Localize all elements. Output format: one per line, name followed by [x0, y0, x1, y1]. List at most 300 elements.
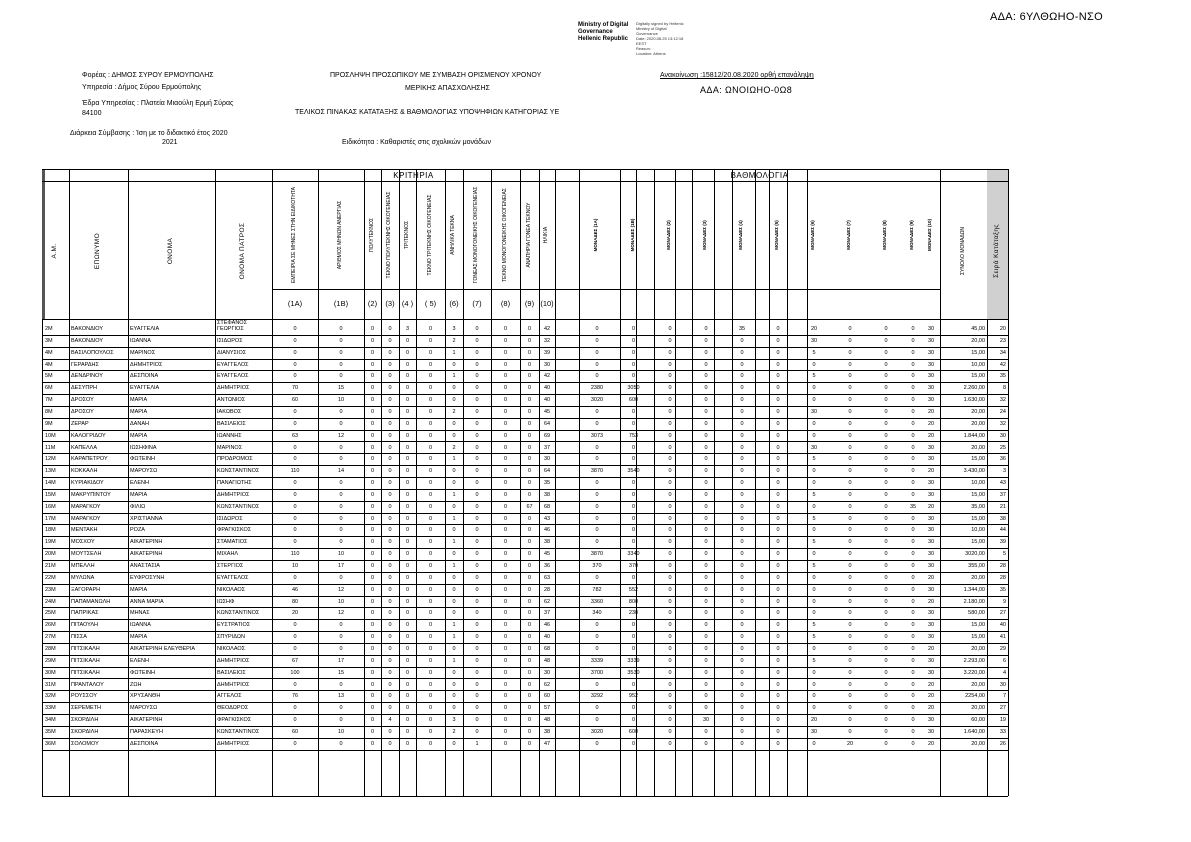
- table-cell: ΠΙΤΣΙΚΑΛΗ: [71, 669, 100, 676]
- table-cell: 60: [291, 397, 299, 404]
- table-cell: 0: [293, 705, 297, 712]
- table-cell: 5: [812, 539, 816, 546]
- table-cell: ΦΡΑΓΚΙΣΚΟΣ: [217, 527, 252, 534]
- table-cell: 4Μ: [45, 349, 53, 356]
- table-cell: ΙΑΚΩΒΟΣ: [217, 408, 242, 415]
- table-cell: 0: [527, 515, 532, 522]
- table-cell: 8: [1002, 385, 1006, 392]
- table-cell: 20Μ: [45, 551, 56, 558]
- table-cell: ΝΙΚΟΛΑΟΣ: [217, 645, 246, 652]
- table-cell: 800: [628, 598, 639, 605]
- crit-number: (4 ): [401, 299, 414, 308]
- table-row: [42, 596, 1008, 608]
- table-cell: 0: [776, 657, 780, 664]
- table-cell: 33Μ: [45, 705, 56, 712]
- table-cell: 8Μ: [45, 408, 53, 415]
- table-cell: 0: [884, 420, 888, 427]
- table-cell: 0: [475, 444, 479, 451]
- table-cell: 0: [503, 598, 508, 605]
- table-cell: 0: [428, 503, 433, 510]
- table-row: [42, 477, 1008, 489]
- table-cell: 36: [999, 456, 1006, 463]
- table-cell: 0: [911, 622, 915, 629]
- table-cell: 30: [543, 669, 551, 676]
- table-cell: 0: [503, 480, 508, 487]
- table-cell: 0: [776, 361, 780, 368]
- table-cell: 0: [293, 480, 297, 487]
- table-cell: 0: [527, 326, 532, 332]
- table-cell: 0: [848, 539, 852, 546]
- table-cell: 15,00: [971, 349, 985, 356]
- row-line: [42, 750, 1008, 751]
- table-cell: 110: [290, 551, 300, 558]
- table-cell: 30: [927, 456, 935, 463]
- table-cell: 14Μ: [45, 480, 56, 487]
- table-cell: 0: [595, 503, 599, 510]
- table-cell: 0: [704, 385, 708, 392]
- table-cell: 1: [452, 456, 456, 463]
- table-cell: 0: [339, 491, 343, 498]
- crit-number: (9): [524, 299, 535, 308]
- table-cell: ΣΤΕΡΓΙΟΣ: [217, 563, 244, 569]
- table-cell: ΕΥΣΤΡΑΤΙΟΣ: [217, 622, 251, 629]
- table-cell: 0: [339, 705, 343, 712]
- table-cell: 0: [704, 432, 708, 439]
- table-cell: 20,00: [971, 740, 985, 747]
- table-cell: ΚΩΝΣΤΑΝΤΙΝΟΣ: [217, 468, 260, 475]
- table-cell: ΔΕΣΥΠΡΗ: [71, 385, 98, 392]
- table-cell: 0: [595, 373, 599, 380]
- table-cell: 0: [405, 610, 410, 617]
- table-cell: 0: [704, 326, 708, 332]
- table-cell: 0: [911, 432, 915, 439]
- table-cell: 0: [370, 361, 375, 368]
- table-cell: 0: [527, 551, 532, 558]
- table-cell: 0: [704, 539, 708, 546]
- table-cell: 9Μ: [45, 420, 53, 427]
- table-cell: 0: [428, 527, 433, 534]
- table-row: [42, 536, 1008, 548]
- table-cell: 0: [339, 574, 343, 581]
- table-cell: 46: [543, 527, 551, 534]
- table-cell: 30: [927, 385, 935, 392]
- table-cell: 0: [339, 740, 343, 747]
- table-row: [42, 442, 1008, 454]
- table-cell: 0: [812, 586, 816, 593]
- table-cell: 0: [370, 551, 375, 558]
- table-cell: 3.430,00: [963, 468, 985, 475]
- table-cell: 20,00: [971, 337, 985, 344]
- table-cell: 20: [927, 408, 935, 415]
- table-cell: 4: [1002, 669, 1006, 676]
- table-cell: 23Μ: [45, 586, 56, 593]
- table-cell: 26Μ: [45, 622, 56, 629]
- table-hline: [42, 169, 1008, 170]
- table-row: [42, 320, 1008, 335]
- table-cell: ΒΑΣΙΛΟΠΟΥΛΟΣ: [71, 349, 114, 356]
- table-cell: ΜΗΝΑΣ: [130, 610, 150, 617]
- table-cell: 0: [475, 622, 479, 629]
- table-cell: 46: [543, 622, 551, 629]
- table-cell: 0: [370, 681, 375, 688]
- table-cell: 0: [475, 634, 479, 641]
- table-cell: 0: [884, 693, 888, 700]
- table-cell: 0: [776, 634, 780, 641]
- table-cell: 0: [527, 361, 532, 368]
- table-cell: 0: [293, 740, 297, 747]
- table-cell: 38: [543, 539, 551, 546]
- table-cell: ΜΑΡΙΑ: [130, 586, 148, 593]
- table-cell: 63: [291, 432, 299, 439]
- group-vathmologia: ΒΑΘΜΟΛΟΓΙΑ: [730, 171, 789, 180]
- crit-header: ΑΝΗΛΙΚΑ ΤΕΚΝΑ: [450, 215, 456, 255]
- table-cell: 0: [704, 480, 708, 487]
- table-cell: 0: [668, 491, 672, 498]
- table-cell: 0: [527, 420, 532, 427]
- table-cell: 0: [388, 515, 392, 522]
- table-cell: 20,00: [971, 408, 985, 415]
- table-cell: 0: [704, 610, 708, 617]
- table-cell: 0: [740, 539, 744, 546]
- table-cell: 0: [812, 669, 816, 676]
- table-cell: 0: [776, 551, 780, 558]
- table-cell: 7: [1002, 693, 1006, 700]
- table-cell: 5: [812, 349, 816, 356]
- table-cell: ΚΑΛΟΓΡΙΔΟΥ: [71, 432, 106, 439]
- table-cell: 0: [475, 527, 479, 534]
- table-cell: 0: [293, 717, 297, 724]
- table-cell: ΜΟΣΧΟΥ: [71, 539, 95, 546]
- table-cell: 0: [740, 645, 744, 652]
- table-cell: 0: [740, 728, 744, 735]
- table-cell: 0: [884, 337, 888, 344]
- table-cell: 0: [740, 337, 744, 344]
- table-cell: 10Μ: [45, 432, 56, 439]
- table-cell: 0: [503, 515, 508, 522]
- table-cell: 0: [911, 645, 915, 652]
- table-cell: 0: [405, 503, 410, 510]
- table-cell: 0: [428, 373, 433, 380]
- table-cell: ΒΑΚΟΝΔΙΟΥ: [71, 326, 104, 332]
- table-cell: 0: [848, 420, 852, 427]
- table-cell: 0: [884, 444, 888, 451]
- table-cell: 0: [812, 503, 816, 510]
- table-cell: 0: [812, 527, 816, 534]
- table-cell: 0: [740, 456, 744, 463]
- table-cell: ΚΟΚΚΑΛΗ: [71, 468, 98, 475]
- table-cell: 5Μ: [45, 373, 53, 380]
- table-cell: 0: [293, 491, 297, 498]
- table-cell: 0: [428, 456, 433, 463]
- table-cell: 0: [776, 622, 780, 629]
- crit-header: ΤΕΚΝΟ ΠΟΛΥΤΕΚΝΗΣ ΟΙΚΟΓΕΝΕΙΑΣ: [386, 191, 392, 279]
- table-cell: 20,00: [971, 574, 985, 581]
- table-cell: 0: [388, 740, 392, 747]
- table-cell: 0: [812, 480, 816, 487]
- table-cell: 0: [631, 740, 636, 747]
- table-cell: 0: [452, 420, 456, 427]
- table-cell: 1: [452, 539, 456, 546]
- table-cell: 20: [927, 681, 935, 688]
- table-cell: ΜΑΡΟΥΣΩ: [130, 705, 158, 712]
- table-cell: 0: [848, 669, 852, 676]
- table-cell: 0: [668, 397, 672, 404]
- table-cell: 0: [884, 669, 888, 676]
- table-cell: 0: [668, 634, 672, 641]
- table-cell: 10: [337, 397, 345, 404]
- table-row: [42, 513, 1008, 525]
- table-cell: 1: [452, 491, 456, 498]
- table-cell: 0: [452, 527, 456, 534]
- table-cell: 40: [543, 397, 551, 404]
- table-cell: ΜΑΡΙΑ: [130, 397, 148, 404]
- table-hline: [272, 289, 555, 290]
- table-cell: 0: [293, 408, 297, 415]
- table-cell: 35: [999, 373, 1006, 380]
- table-cell: 20: [846, 740, 854, 747]
- table-cell: 0: [503, 669, 508, 676]
- table-cell: 0: [428, 728, 433, 735]
- signature-meta-line: EEST: [636, 41, 647, 46]
- table-cell: 0: [293, 527, 297, 534]
- table-cell: 0: [452, 705, 456, 712]
- table-cell: 15,00: [971, 456, 985, 463]
- table-cell: 3339: [627, 657, 640, 664]
- table-cell: 2: [452, 337, 456, 344]
- table-cell: 0: [405, 539, 410, 546]
- table-cell: 0: [704, 349, 708, 356]
- table-cell: 0: [428, 574, 433, 581]
- crit-number: (7): [472, 299, 482, 308]
- table-cell: 30: [927, 563, 935, 569]
- table-row: [42, 607, 1008, 619]
- table-cell: 0: [475, 657, 479, 664]
- table-cell: 0: [776, 693, 780, 700]
- table-cell: 0: [911, 491, 915, 498]
- table-cell: 30: [927, 634, 935, 641]
- table-cell: 2: [452, 408, 456, 415]
- table-cell: 45: [543, 551, 551, 558]
- table-cell: 0: [776, 645, 780, 652]
- table-cell: 0: [405, 456, 410, 463]
- header-proslipsi: ΠΡΟΣΛΗΨΗ ΠΡΟΣΩΠΙΚΟΥ ΜΕ ΣΥΜΒΑΣΗ ΟΡΙΣΜΕΝΟΥ ΧΡΟΝΟΥ: [330, 72, 542, 79]
- table-cell: 0: [884, 681, 888, 688]
- table-cell: 0: [848, 657, 852, 664]
- table-cell: 0: [339, 681, 343, 688]
- table-cell: 0: [475, 397, 479, 404]
- table-cell: 5: [812, 634, 816, 641]
- table-cell: 0: [704, 361, 708, 368]
- table-cell: 0: [475, 586, 479, 593]
- table-cell: 0: [339, 527, 343, 534]
- table-cell: 34Μ: [45, 717, 56, 724]
- table-cell: 0: [884, 408, 888, 415]
- table-cell: 0: [668, 740, 672, 747]
- table-cell: 0: [339, 515, 343, 522]
- table-cell: 0: [911, 373, 915, 380]
- table-row: [42, 335, 1008, 347]
- table-cell: 0: [704, 705, 708, 712]
- table-cell: 0: [704, 681, 708, 688]
- table-cell: 0: [668, 598, 672, 605]
- table-cell: ΠΡΑΝΤΑΛΟΥ: [71, 681, 104, 688]
- table-cell: 30: [927, 669, 935, 676]
- score-header: ΜΟΝΑΔΕΣ (2): [666, 220, 671, 250]
- table-cell: 0: [293, 420, 297, 427]
- table-cell: 39: [543, 349, 551, 356]
- table-cell: 0: [668, 586, 672, 593]
- table-cell: 0: [503, 645, 508, 652]
- table-cell: 0: [595, 515, 599, 522]
- table-cell: ΣΤΑΜΑΤΙΟΣ: [217, 539, 248, 546]
- table-cell: 12Μ: [45, 456, 56, 463]
- table-cell: 0: [475, 563, 479, 569]
- table-cell: 0: [595, 337, 599, 344]
- table-cell: 0: [812, 468, 816, 475]
- table-cell: 0: [370, 586, 375, 593]
- table-cell: 0: [370, 408, 375, 415]
- table-cell: 0: [428, 491, 433, 498]
- table-cell: ΜΑΡΙΑ: [130, 634, 148, 641]
- table-cell: 0: [527, 598, 532, 605]
- table-cell: 0: [475, 574, 479, 581]
- table-cell: 0: [776, 586, 780, 593]
- table-vline: [1008, 169, 1009, 796]
- table-cell: 0: [388, 705, 392, 712]
- table-row: [42, 406, 1008, 418]
- table-cell: 19: [999, 717, 1006, 724]
- table-cell: 17: [337, 657, 345, 664]
- table-cell: 0: [370, 432, 375, 439]
- table-cell: 0: [595, 645, 599, 652]
- table-cell: 0: [776, 373, 780, 380]
- table-cell: 25: [999, 444, 1006, 451]
- table-cell: 0: [370, 527, 375, 534]
- table-cell: 29: [999, 645, 1006, 652]
- table-cell: 0: [452, 361, 456, 368]
- table-cell: 0: [668, 622, 672, 629]
- table-row: [42, 679, 1008, 691]
- crit-header: ΠΟΛΥΤΕΚΝΟΣ: [368, 217, 375, 253]
- table-cell: ΚΥΡΙΑΚΙΔΟΥ: [71, 480, 104, 487]
- table-cell: 0: [884, 598, 888, 605]
- table-cell: 0: [452, 468, 456, 475]
- table-cell: 0: [503, 527, 508, 534]
- table-cell: 0: [848, 468, 852, 475]
- table-cell: 3020,00: [965, 551, 985, 558]
- table-cell: ΜΑΡΙΝΟΣ: [217, 444, 243, 451]
- table-cell: 30: [927, 361, 935, 368]
- table-cell: 0: [884, 539, 888, 546]
- table-cell: 0: [668, 444, 672, 451]
- crit-number: (1Α): [287, 299, 303, 308]
- table-cell: 0: [848, 622, 852, 629]
- table-cell: 0: [388, 728, 392, 735]
- table-cell: 0: [911, 349, 915, 356]
- table-cell: 0: [812, 551, 816, 558]
- table-cell: 0: [848, 586, 852, 593]
- table-cell: 0: [776, 717, 780, 724]
- table-cell: 7Μ: [45, 397, 53, 404]
- table-cell: 0: [388, 539, 392, 546]
- header-ypiresia: Υπηρεσία : Δήμος Σύρου Ερμούπολης: [82, 84, 202, 91]
- table-cell: 0: [740, 574, 744, 581]
- table-cell: 30: [927, 491, 935, 498]
- table-cell: 0: [527, 728, 532, 735]
- table-cell: 0: [884, 586, 888, 593]
- table-cell: 0: [370, 420, 375, 427]
- table-cell: 57: [543, 705, 551, 712]
- table-row: [42, 501, 1008, 513]
- table-cell: 0: [428, 634, 433, 641]
- table-cell: 0: [405, 705, 410, 712]
- table-cell: 0: [388, 657, 392, 664]
- table-cell: 0: [370, 563, 375, 569]
- table-cell: 0: [704, 728, 708, 735]
- table-cell: ΔΗΜΗΤΡΙΟΣ: [217, 681, 250, 688]
- table-cell: 0: [388, 622, 392, 629]
- score-header: ΜΟΝΑΔΕΣ (8): [882, 220, 887, 250]
- table-row: [42, 690, 1008, 702]
- table-cell: 0: [631, 326, 636, 332]
- table-cell: 0: [812, 740, 816, 747]
- table-cell: 0: [503, 468, 508, 475]
- table-cell: 0: [370, 491, 375, 498]
- signature-line: Ministry of Digital: [578, 22, 629, 28]
- table-cell: ΧΡΙΣΤΙΑΝΝΑ: [130, 515, 163, 522]
- table-cell: 0: [293, 349, 297, 356]
- table-cell: ΕΥΑΓΓΕΛΟΣ: [217, 574, 249, 581]
- table-cell: 0: [884, 563, 888, 569]
- table-cell: 0: [428, 337, 433, 344]
- table-cell: 0: [527, 408, 532, 415]
- table-cell: 3870: [590, 468, 604, 475]
- table-cell: 30: [543, 456, 551, 463]
- table-cell: 15,00: [971, 491, 985, 498]
- table-cell: 20: [927, 420, 935, 427]
- table-cell: 0: [704, 551, 708, 558]
- table-cell: 0: [293, 456, 297, 463]
- table-cell: 32: [543, 337, 551, 344]
- table-cell: 0: [405, 444, 410, 451]
- table-cell: 0: [405, 740, 410, 747]
- table-cell: 3020: [590, 397, 604, 404]
- table-cell: 0: [631, 420, 636, 427]
- table-cell: 0: [405, 361, 410, 368]
- table-cell: 32: [999, 420, 1006, 427]
- header-diarkeia: Διάρκεια Σύμβασης : Ίση με το διδακτικό έτος 2020: [70, 130, 228, 137]
- table-cell: 20: [810, 717, 818, 724]
- table-cell: 0: [740, 432, 744, 439]
- table-cell: 0: [388, 468, 392, 475]
- crit-number: (8): [500, 299, 511, 308]
- crit-number: (1Β): [333, 299, 349, 308]
- table-cell: 0: [475, 598, 479, 605]
- table-cell: 0: [428, 717, 433, 724]
- table-cell: 28: [543, 586, 551, 593]
- table-cell: 0: [405, 551, 410, 558]
- table-cell: 1: [452, 657, 456, 664]
- table-cell: 0: [452, 586, 456, 593]
- table-cell: 60: [291, 728, 299, 735]
- table-cell: 0: [405, 408, 410, 415]
- table-cell: 19Μ: [45, 539, 56, 546]
- crit-number: (3): [385, 299, 395, 308]
- table-cell: 0: [704, 503, 708, 510]
- table-cell: 63: [543, 574, 551, 581]
- table-cell: ΦΡΑΓΚΙΣΚΟΣ: [217, 717, 252, 724]
- table-cell: 0: [668, 728, 672, 735]
